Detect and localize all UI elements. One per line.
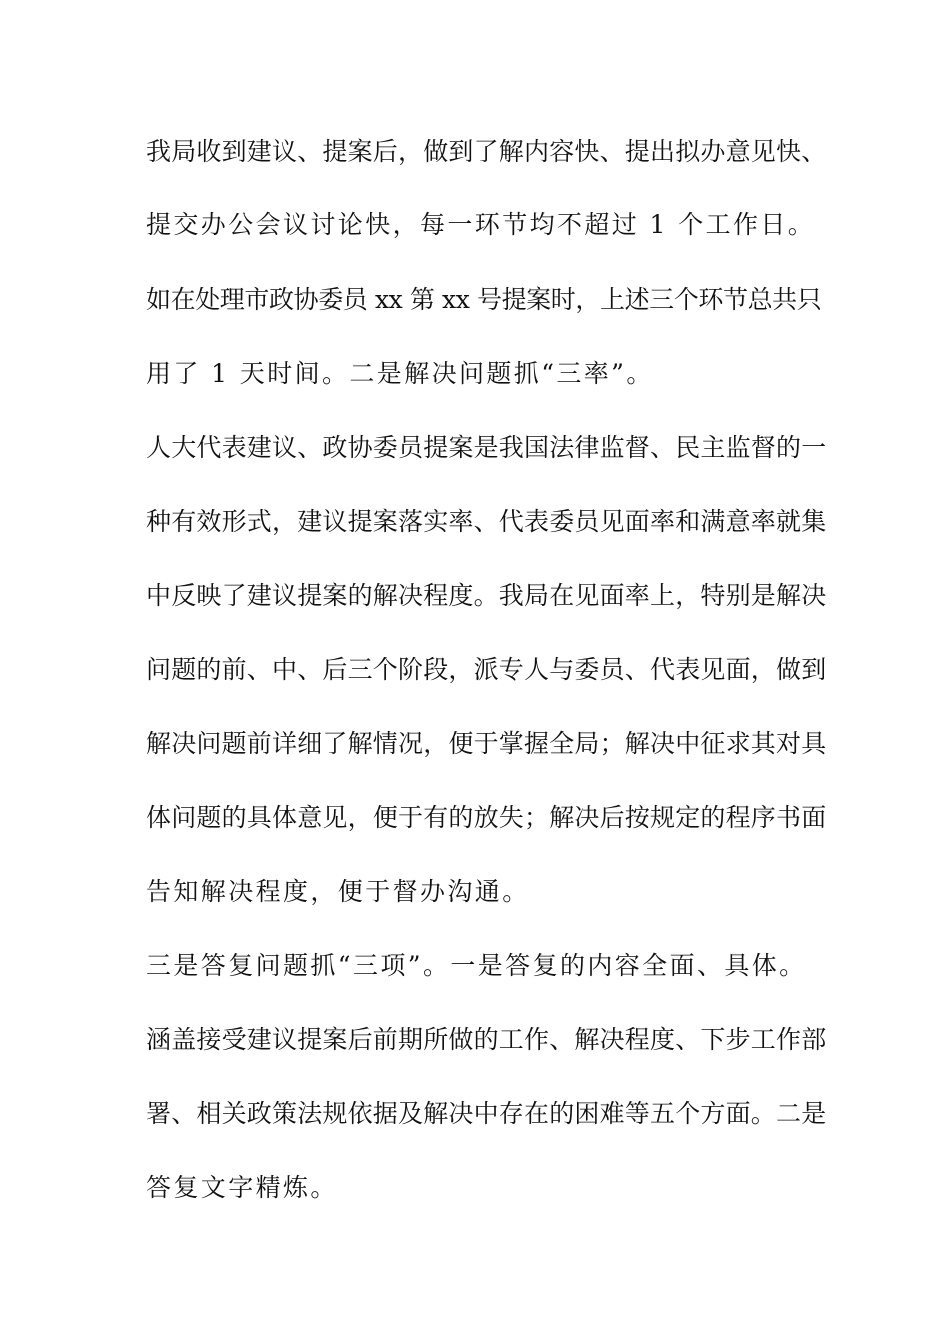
text-line: 告知解决程度，便于督办沟通。 xyxy=(146,877,530,906)
text-line: 问题的前、中、后三个阶段，派专人与委员、代表见面，做到 xyxy=(146,655,827,684)
text-line: 署、相关政策法规依据及解决中存在的困难等五个方面。二是 xyxy=(146,1099,827,1128)
text-line: 提交办公会议讨论快，每一环节均不超过 1 个工作日。 xyxy=(146,210,816,239)
text-line: 体问题的具体意见，便于有的放失；解决后按规定的程序书面 xyxy=(146,803,827,832)
text-line: 解决问题前详细了解情况，便于掌握全局；解决中征求其对具 xyxy=(146,729,827,758)
text-line: 用了 1 天时间。二是解决问题抓“三率”。 xyxy=(146,359,654,388)
text-line: 如在处理市政协委员 xx 第 xx 号提案时，上述三个环节总共只 xyxy=(146,285,822,314)
text-line: 人大代表建议、政协委员提案是我国法律监督、民主监督的一 xyxy=(146,433,827,462)
text-line: 三是答复问题抓“三项”。一是答复的内容全面、具体。 xyxy=(146,951,807,980)
text-line: 中反映了建议提案的解决程度。我局在见面率上，特别是解决 xyxy=(146,581,827,610)
text-line: 答复文字精炼。 xyxy=(146,1173,338,1202)
text-line: 我局收到建议、提案后，做到了解内容快、提出拟办意见快、 xyxy=(146,137,827,166)
text-line: 种有效形式，建议提案落实率、代表委员见面率和满意率就集 xyxy=(146,507,827,536)
text-line: 涵盖接受建议提案后前期所做的工作、解决程度、下步工作部 xyxy=(146,1025,827,1054)
